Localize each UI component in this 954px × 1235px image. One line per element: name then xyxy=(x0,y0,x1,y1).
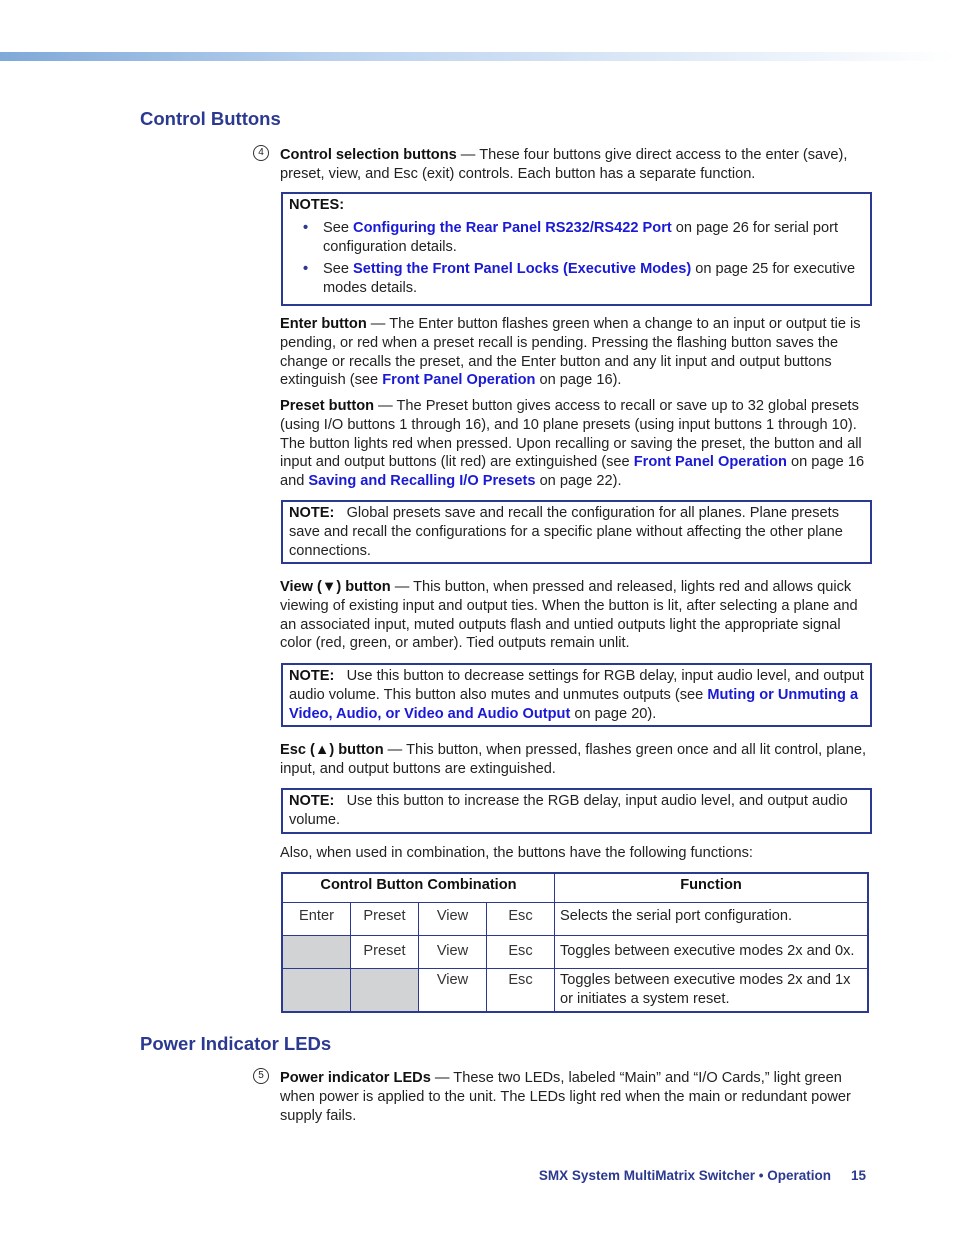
note-3-content xyxy=(289,667,864,723)
table-cell-empty xyxy=(282,936,351,969)
note-label: NOTE: xyxy=(289,668,335,684)
table-cell: Esc xyxy=(487,969,555,1012)
page-footer xyxy=(539,1167,866,1186)
page-number: 15 xyxy=(850,1168,866,1183)
note-box-2 xyxy=(281,500,872,564)
callout-number-5: 5 xyxy=(253,1068,269,1084)
notes-label: NOTES: xyxy=(289,197,345,213)
table-row xyxy=(282,969,868,1012)
table-cell-empty xyxy=(282,969,351,1012)
note-3-text: Use this button to decrease settings for RGB delay, input audio level, and output audio volume. This button also mutes and unmutes outputs (see xyxy=(289,668,864,703)
enter-text: — The Enter button flashes green when a change to an input or output tie is pending, or red when a preset recall is pending. Pressing the flashing button saves the change or recalls the preset, and the Enter button and any lit input and output buttons extinguish (see xyxy=(280,316,861,389)
table-cell: Preset xyxy=(351,903,419,936)
table-cell: Enter xyxy=(282,903,351,936)
link-saving-recalling-presets[interactable]: Saving and Recalling I/O Presets xyxy=(308,473,536,490)
table-cell: View xyxy=(419,903,487,936)
table-cell: Esc xyxy=(487,936,555,969)
note-text: on page 26 for serial port configuration details. xyxy=(323,219,839,255)
link-muting-unmuting[interactable]: Muting or Unmuting a Video, Audio, or Video and Audio Output xyxy=(289,686,859,722)
preset-text-post: on page 22). xyxy=(535,473,622,490)
enter-button-paragraph xyxy=(280,315,870,390)
notes-list xyxy=(289,219,864,298)
control-selection-text: — These four buttons give direct access to the enter (save), preset, view, and Esc (exit) controls. Each button has a separate function. xyxy=(280,147,848,182)
note-label: NOTE: xyxy=(289,505,335,521)
control-selection-paragraph xyxy=(280,146,870,184)
table-header-row xyxy=(282,873,868,903)
header-gradient-bar xyxy=(0,52,954,61)
preset-button-paragraph xyxy=(280,397,870,491)
term-enter-button: Enter button xyxy=(280,316,367,332)
table-cell-empty xyxy=(351,969,419,1012)
enter-text-post: on page 16). xyxy=(535,372,622,389)
note-bullet-1 xyxy=(323,219,864,257)
note-text: See xyxy=(323,261,354,278)
note-box-4 xyxy=(281,788,872,834)
note-2-content xyxy=(289,504,864,560)
term-preset-button: Preset button xyxy=(280,398,375,414)
preset-text-mid: on page 16 and xyxy=(280,454,865,490)
table-cell: View xyxy=(419,936,487,969)
table-row xyxy=(282,936,868,969)
term-esc-button: Esc (▲) button xyxy=(280,742,384,758)
also-paragraph: Also, when used in combination, the buttons have the following functions: xyxy=(280,845,753,861)
term-view-button: View (▼) button xyxy=(280,579,391,595)
esc-button-paragraph xyxy=(280,741,870,779)
footer-title: SMX System MultiMatrix Switcher • Operation xyxy=(538,1168,831,1183)
header-control-button-combination: Control Button Combination xyxy=(282,873,555,903)
table-cell: View xyxy=(419,969,487,1012)
note-2-text: Global presets save and recall the configuration for all planes. Plane presets save and recall the configurations for a specific plane without affecting the other plane connections. xyxy=(289,505,843,559)
note-4-content xyxy=(289,792,864,830)
link-front-panel-operation-2[interactable]: Front Panel Operation xyxy=(633,454,787,471)
note-bullet-2 xyxy=(323,260,864,298)
table-cell-function: Toggles between executive modes 2x and 1x or initiates a system reset. xyxy=(555,969,869,1012)
note-4-text: Use this button to increase the RGB delay, input audio level, and output audio volume. xyxy=(289,793,848,828)
note-text: See xyxy=(323,219,354,236)
section-title-control-buttons: Control Buttons xyxy=(140,108,281,129)
power-indicator-paragraph xyxy=(280,1069,870,1125)
notes-box-1 xyxy=(281,192,872,306)
table-cell: Esc xyxy=(487,903,555,936)
term-power-indicator-leds: Power indicator LEDs xyxy=(280,1070,431,1086)
table-cell-function: Selects the serial port configuration. xyxy=(555,903,869,936)
link-setting-front-panel-locks[interactable]: Setting the Front Panel Locks (Executive Modes) xyxy=(353,261,692,278)
view-button-paragraph xyxy=(280,578,870,653)
table-row xyxy=(282,903,868,936)
note-label: NOTE: xyxy=(289,793,335,809)
control-button-table xyxy=(281,872,869,1013)
note-box-3 xyxy=(281,663,872,727)
header-function: Function xyxy=(555,873,869,903)
esc-text: — This button, when pressed, flashes green once and all lit control, plane, input, and output buttons are extinguished. xyxy=(280,742,867,777)
section-title-power-indicator-leds: Power Indicator LEDs xyxy=(140,1033,332,1054)
term-control-selection: Control selection buttons xyxy=(280,147,457,163)
note-3-text-post: on page 20). xyxy=(570,705,657,722)
power-indicator-text: — These two LEDs, labeled “Main” and “I/O Cards,” light green when power is applied to the unit. The LEDs light red when the main or redundant power supply fails. xyxy=(280,1070,851,1124)
table-cell-function: Toggles between executive modes 2x and 0x. xyxy=(555,936,869,969)
note-text: on page 25 for executive modes details. xyxy=(323,261,856,297)
table-cell: Preset xyxy=(351,936,419,969)
view-text: — This button, when pressed and released, lights red and allows quick viewing of existing input and output ties. When the button is lit, after selecting a plane and an associated input, muted outputs flash and untied outputs light the appropriate signal color (red, green, or amber). Tied outputs remain unlit. xyxy=(280,579,858,652)
link-front-panel-operation-1[interactable]: Front Panel Operation xyxy=(382,372,536,389)
preset-text: — The Preset button gives access to recall or save up to 32 global presets (using I/O buttons 1 through 16), and 10 plane presets (using input buttons 1 through 10). The button lights red when pressed. Upon recalling or saving the preset, the button and all input and output buttons (lit red) are extinguished (see xyxy=(280,398,862,471)
link-configuring-rear-panel[interactable]: Configuring the Rear Panel RS232/RS422 Port xyxy=(353,219,672,236)
callout-number-4: 4 xyxy=(253,145,269,161)
